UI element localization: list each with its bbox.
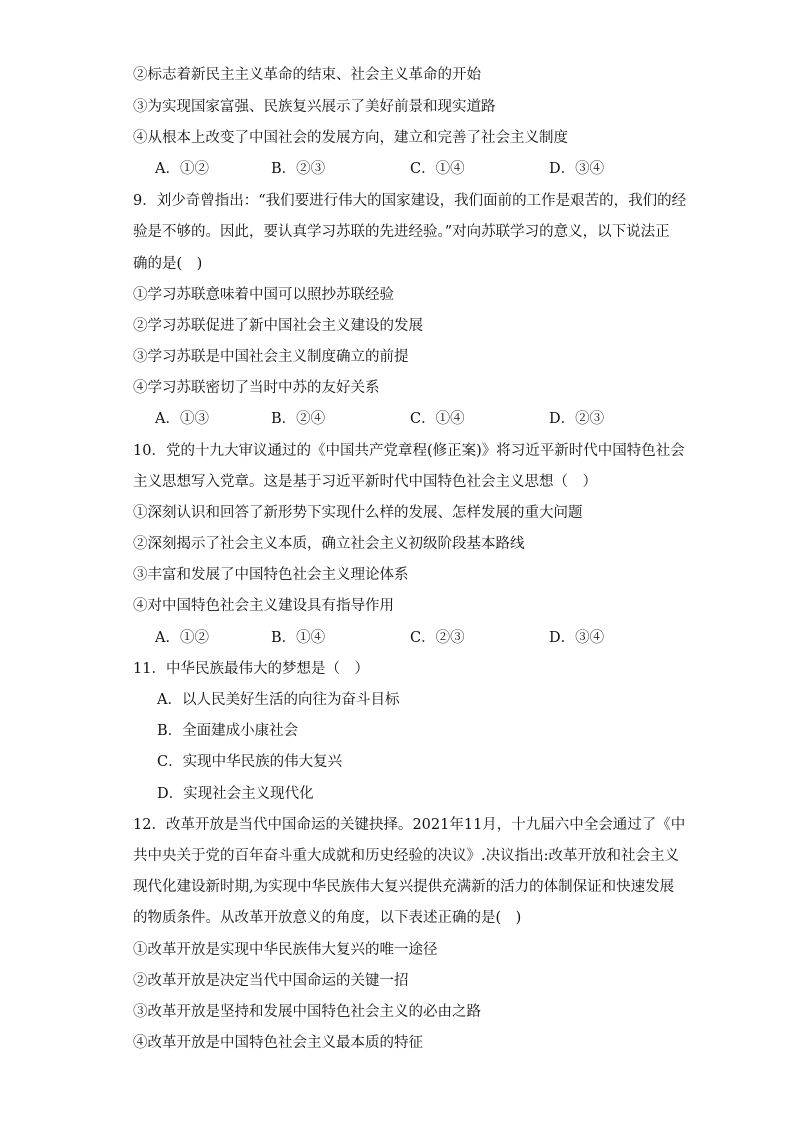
q12-statement-4: ④改革开放是中国特色社会主义最本质的特征 xyxy=(133,1035,423,1051)
q8-statement-3: ③为实现国家富强、民族复兴展示了美好前景和现实道路 xyxy=(133,99,496,115)
q8-statement-4: ④从根本上改变了中国社会的发展方向，建立和完善了社会主义制度 xyxy=(133,130,568,146)
q10-option-d[interactable]: D．③④ xyxy=(549,630,605,646)
q9-option-b[interactable]: B．②④ xyxy=(271,411,326,427)
q12-stem-line-1: 12．改革开放是当代中国命运的关键抉择。2021年11月，十九届六中全会通过了《中 xyxy=(133,817,686,833)
q10-statement-4: ④对中国特色社会主义建设具有指导作用 xyxy=(133,598,394,614)
q9-statement-2: ②学习苏联促进了新中国社会主义建设的发展 xyxy=(133,318,423,334)
q11-stem: 11．中华民族最伟大的梦想是（ ） xyxy=(133,661,369,677)
q12-statement-2: ②改革开放是决定当代中国命运的关键一招 xyxy=(133,973,409,989)
q10-statement-1: ①深刻认识和回答了新形势下实现什么样的发展、怎样发展的重大问题 xyxy=(133,505,583,521)
q10-stem-line-1: 10．党的十九大审议通过的《中国共产党章程(修正案)》将习近平新时代中国特色社会 xyxy=(133,443,685,459)
q11-option-d[interactable]: D．实现社会主义现代化 xyxy=(157,786,314,802)
q12-stem-line-4: 的物质条件。从改革开放意义的角度，以下表述正确的是( ) xyxy=(133,910,522,926)
q9-statement-3: ③学习苏联是中国社会主义制度确立的前提 xyxy=(133,349,409,365)
q8-statement-2: ②标志着新民主主义革命的结束、社会主义革命的开始 xyxy=(133,67,481,83)
q9-stem-line-3: 确的是( ) xyxy=(133,256,203,272)
q11-option-a[interactable]: A．以人民美好生活的向往为奋斗目标 xyxy=(157,692,400,708)
q10-option-c[interactable]: C．②③ xyxy=(410,630,465,646)
q12-stem-line-3: 现代化建设新时期,为实现中华民族伟大复兴提供充满新的活力的体制保证和快速发展 xyxy=(133,879,675,895)
q9-statement-1: ①学习苏联意味着中国可以照抄苏联经验 xyxy=(133,287,394,303)
q9-option-a[interactable]: A．①③ xyxy=(155,411,209,427)
q12-stem-line-2: 共中央关于党的百年奋斗重大成就和历史经验的决议》.决议指出:改革开放和社会主义 xyxy=(133,848,679,864)
q8-option-c[interactable]: C．①④ xyxy=(410,161,465,177)
q9-statement-4: ④学习苏联密切了当时中苏的友好关系 xyxy=(133,380,380,396)
q10-statement-3: ③丰富和发展了中国特色社会主义理论体系 xyxy=(133,567,409,583)
q11-option-b[interactable]: B．全面建成小康社会 xyxy=(157,723,299,739)
q12-statement-1: ①改革开放是实现中华民族伟大复兴的唯一途径 xyxy=(133,942,438,958)
q8-option-a[interactable]: A．①② xyxy=(155,161,209,177)
q10-statement-2: ②深刻揭示了社会主义本质，确立社会主义初级阶段基本路线 xyxy=(133,536,525,552)
q9-stem-line-2: 验是不够的。因此，要认真学习苏联的先进经验。”对向苏联学习的意义，以下说法正 xyxy=(133,224,670,240)
q9-option-d[interactable]: D．②③ xyxy=(549,411,605,427)
q9-stem-line-1: 9．刘少奇曾指出：“我们要进行伟大的国家建设，我们面前的工作是艰苦的，我们的经 xyxy=(133,193,687,209)
q10-option-a[interactable]: A．①② xyxy=(155,630,209,646)
q10-option-b[interactable]: B．①④ xyxy=(271,630,326,646)
q11-option-c[interactable]: C．实现中华民族的伟大复兴 xyxy=(157,754,343,770)
q8-option-d[interactable]: D．③④ xyxy=(549,161,605,177)
q8-option-b[interactable]: B．②③ xyxy=(271,161,326,177)
q12-statement-3: ③改革开放是坚持和发展中国特色社会主义的必由之路 xyxy=(133,1004,481,1020)
q9-option-c[interactable]: C．①④ xyxy=(410,411,465,427)
q10-stem-line-2: 主义思想写入党章。这是基于习近平新时代中国特色社会主义思想（ ） xyxy=(133,474,597,490)
